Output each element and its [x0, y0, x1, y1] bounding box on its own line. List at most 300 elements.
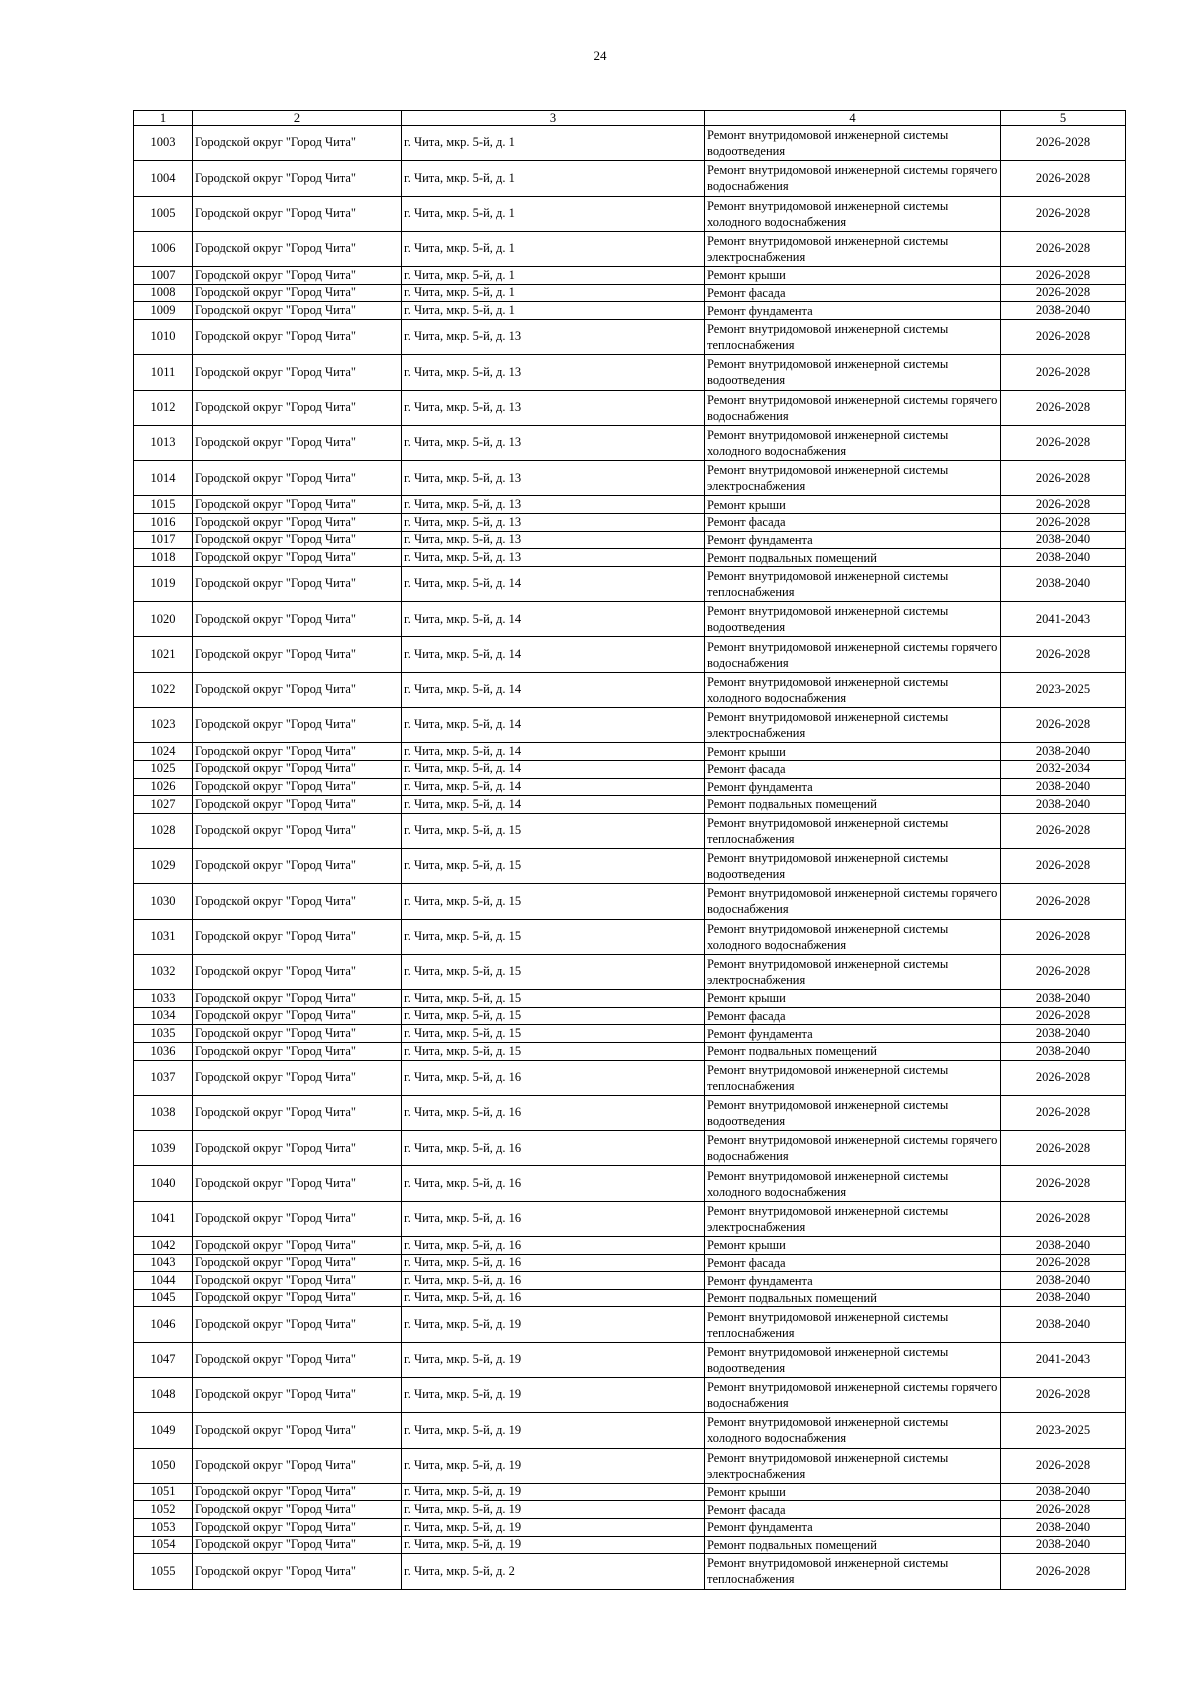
row-number: 1031 — [134, 919, 193, 954]
municipality-cell: Городской округ "Город Чита" — [193, 549, 402, 567]
work-type-cell: Ремонт внутридомовой инженерной системы теплоснабжения — [705, 1554, 1001, 1589]
table-row — [134, 425, 1126, 460]
period-cell: 2038-2040 — [1001, 1536, 1126, 1554]
table-row — [134, 461, 1126, 496]
address-cell: г. Чита, мкр. 5-й, д. 13 — [402, 549, 705, 567]
address-cell: г. Чита, мкр. 5-й, д. 15 — [402, 954, 705, 989]
address-cell: г. Чита, мкр. 5-й, д. 14 — [402, 796, 705, 814]
address-cell: г. Чита, мкр. 5-й, д. 19 — [402, 1501, 705, 1519]
address-cell: г. Чита, мкр. 5-й, д. 19 — [402, 1536, 705, 1554]
row-number: 1024 — [134, 743, 193, 761]
row-number: 1003 — [134, 126, 193, 161]
period-cell: 2026-2028 — [1001, 637, 1126, 672]
municipality-cell: Городской округ "Город Чита" — [193, 1501, 402, 1519]
work-type-cell: Ремонт крыши — [705, 1483, 1001, 1501]
municipality-cell: Городской округ "Город Чита" — [193, 1448, 402, 1483]
municipality-cell: Городской округ "Город Чита" — [193, 954, 402, 989]
municipality-cell: Городской округ "Город Чита" — [193, 1095, 402, 1130]
row-number: 1043 — [134, 1254, 193, 1272]
address-cell: г. Чита, мкр. 5-й, д. 16 — [402, 1201, 705, 1236]
address-cell: г. Чита, мкр. 5-й, д. 15 — [402, 848, 705, 883]
work-type-cell: Ремонт внутридомовой инженерной системы теплоснабжения — [705, 1307, 1001, 1342]
row-number: 1025 — [134, 760, 193, 778]
municipality-cell: Городской округ "Город Чита" — [193, 390, 402, 425]
work-type-cell: Ремонт внутридомовой инженерной системы электроснабжения — [705, 231, 1001, 266]
address-cell: г. Чита, мкр. 5-й, д. 15 — [402, 990, 705, 1008]
work-type-cell: Ремонт крыши — [705, 1237, 1001, 1255]
row-number: 1011 — [134, 355, 193, 390]
work-type-cell: Ремонт крыши — [705, 743, 1001, 761]
period-cell: 2026-2028 — [1001, 161, 1126, 196]
municipality-cell: Городской округ "Город Чита" — [193, 778, 402, 796]
period-cell: 2026-2028 — [1001, 126, 1126, 161]
work-type-cell: Ремонт внутридомовой инженерной системы горячего водоснабжения — [705, 161, 1001, 196]
period-cell: 2026-2028 — [1001, 1007, 1126, 1025]
table-row — [134, 778, 1126, 796]
address-cell: г. Чита, мкр. 5-й, д. 1 — [402, 267, 705, 285]
period-cell: 2026-2028 — [1001, 954, 1126, 989]
table-row — [134, 1413, 1126, 1448]
table-row — [134, 1536, 1126, 1554]
work-type-cell: Ремонт подвальных помещений — [705, 1289, 1001, 1307]
row-number: 1044 — [134, 1272, 193, 1290]
table-row — [134, 1448, 1126, 1483]
table-row — [134, 672, 1126, 707]
address-cell: г. Чита, мкр. 5-й, д. 14 — [402, 743, 705, 761]
municipality-cell: Городской округ "Город Чита" — [193, 1042, 402, 1060]
row-number: 1018 — [134, 549, 193, 567]
work-type-cell: Ремонт внутридомовой инженерной системы горячего водоснабжения — [705, 390, 1001, 425]
work-type-cell: Ремонт внутридомовой инженерной системы холодного водоснабжения — [705, 1413, 1001, 1448]
address-cell: г. Чита, мкр. 5-й, д. 13 — [402, 319, 705, 354]
address-cell: г. Чита, мкр. 5-й, д. 19 — [402, 1413, 705, 1448]
row-number: 1013 — [134, 425, 193, 460]
table-row — [134, 884, 1126, 919]
work-type-cell: Ремонт внутридомовой инженерной системы электроснабжения — [705, 1448, 1001, 1483]
table-row — [134, 743, 1126, 761]
municipality-cell: Городской округ "Город Чита" — [193, 319, 402, 354]
table-row — [134, 1289, 1126, 1307]
municipality-cell: Городской округ "Город Чита" — [193, 267, 402, 285]
municipality-cell: Городской округ "Город Чита" — [193, 1272, 402, 1290]
row-number: 1006 — [134, 231, 193, 266]
work-type-cell: Ремонт внутридомовой инженерной системы горячего водоснабжения — [705, 884, 1001, 919]
municipality-cell: Городской округ "Город Чита" — [193, 1237, 402, 1255]
address-cell: г. Чита, мкр. 5-й, д. 1 — [402, 231, 705, 266]
address-cell: г. Чита, мкр. 5-й, д. 19 — [402, 1519, 705, 1537]
table-row — [134, 514, 1126, 532]
address-cell: г. Чита, мкр. 5-й, д. 16 — [402, 1131, 705, 1166]
table-row — [134, 390, 1126, 425]
header-row — [134, 111, 1126, 126]
period-cell: 2026-2028 — [1001, 231, 1126, 266]
row-number: 1012 — [134, 390, 193, 425]
work-type-cell: Ремонт фасада — [705, 284, 1001, 302]
work-type-cell: Ремонт внутридомовой инженерной системы водоотведения — [705, 126, 1001, 161]
address-cell: г. Чита, мкр. 5-й, д. 13 — [402, 496, 705, 514]
table-row — [134, 1042, 1126, 1060]
row-number: 1050 — [134, 1448, 193, 1483]
period-cell: 2038-2040 — [1001, 531, 1126, 549]
work-type-cell: Ремонт внутридомовой инженерной системы водоотведения — [705, 355, 1001, 390]
period-cell: 2026-2028 — [1001, 1095, 1126, 1130]
table-row — [134, 355, 1126, 390]
period-cell: 2026-2028 — [1001, 496, 1126, 514]
period-cell: 2023-2025 — [1001, 1413, 1126, 1448]
row-number: 1023 — [134, 708, 193, 743]
work-type-cell: Ремонт внутридомовой инженерной системы холодного водоснабжения — [705, 196, 1001, 231]
address-cell: г. Чита, мкр. 5-й, д. 1 — [402, 196, 705, 231]
period-cell: 2038-2040 — [1001, 796, 1126, 814]
municipality-cell: Городской округ "Город Чита" — [193, 496, 402, 514]
period-cell: 2038-2040 — [1001, 1307, 1126, 1342]
municipality-cell: Городской округ "Город Чита" — [193, 1519, 402, 1537]
work-type-cell: Ремонт внутридомовой инженерной системы электроснабжения — [705, 1201, 1001, 1236]
period-cell: 2026-2028 — [1001, 813, 1126, 848]
row-number: 1004 — [134, 161, 193, 196]
header-col-1: 1 — [134, 111, 193, 126]
table-row — [134, 319, 1126, 354]
row-number: 1051 — [134, 1483, 193, 1501]
row-number: 1040 — [134, 1166, 193, 1201]
row-number: 1047 — [134, 1342, 193, 1377]
municipality-cell: Городской округ "Город Чита" — [193, 425, 402, 460]
work-type-cell: Ремонт внутридомовой инженерной системы теплоснабжения — [705, 1060, 1001, 1095]
table-row — [134, 848, 1126, 883]
work-type-cell: Ремонт внутридомовой инженерной системы водоотведения — [705, 602, 1001, 637]
table-row — [134, 1254, 1126, 1272]
address-cell: г. Чита, мкр. 5-й, д. 19 — [402, 1483, 705, 1501]
work-type-cell: Ремонт крыши — [705, 496, 1001, 514]
row-number: 1033 — [134, 990, 193, 1008]
address-cell: г. Чита, мкр. 5-й, д. 14 — [402, 672, 705, 707]
row-number: 1016 — [134, 514, 193, 532]
row-number: 1020 — [134, 602, 193, 637]
address-cell: г. Чита, мкр. 5-й, д. 19 — [402, 1378, 705, 1413]
table-row — [134, 161, 1126, 196]
table-row — [134, 1166, 1126, 1201]
municipality-cell: Городской округ "Город Чита" — [193, 813, 402, 848]
period-cell: 2038-2040 — [1001, 1237, 1126, 1255]
period-cell: 2026-2028 — [1001, 919, 1126, 954]
table-row — [134, 1554, 1126, 1589]
period-cell: 2026-2028 — [1001, 1166, 1126, 1201]
period-cell: 2026-2028 — [1001, 425, 1126, 460]
table-row — [134, 496, 1126, 514]
row-number: 1034 — [134, 1007, 193, 1025]
municipality-cell: Городской округ "Город Чита" — [193, 1254, 402, 1272]
period-cell: 2038-2040 — [1001, 1483, 1126, 1501]
table-row — [134, 302, 1126, 320]
address-cell: г. Чита, мкр. 5-й, д. 16 — [402, 1272, 705, 1290]
work-type-cell: Ремонт внутридомовой инженерной системы водоотведения — [705, 1095, 1001, 1130]
row-number: 1048 — [134, 1378, 193, 1413]
row-number: 1007 — [134, 267, 193, 285]
row-number: 1014 — [134, 461, 193, 496]
table-row — [134, 126, 1126, 161]
table-row — [134, 196, 1126, 231]
municipality-cell: Городской округ "Город Чита" — [193, 1060, 402, 1095]
table-row — [134, 1307, 1126, 1342]
work-type-cell: Ремонт фасада — [705, 1254, 1001, 1272]
table-header — [134, 111, 1126, 126]
period-cell: 2026-2028 — [1001, 1254, 1126, 1272]
period-cell: 2041-2043 — [1001, 1342, 1126, 1377]
table-row — [134, 1483, 1126, 1501]
row-number: 1027 — [134, 796, 193, 814]
work-type-cell: Ремонт внутридомовой инженерной системы электроснабжения — [705, 708, 1001, 743]
row-number: 1021 — [134, 637, 193, 672]
period-cell: 2038-2040 — [1001, 302, 1126, 320]
municipality-cell: Городской округ "Город Чита" — [193, 637, 402, 672]
work-type-cell: Ремонт внутридомовой инженерной системы холодного водоснабжения — [705, 919, 1001, 954]
table-row — [134, 267, 1126, 285]
period-cell: 2038-2040 — [1001, 1042, 1126, 1060]
work-type-cell: Ремонт внутридомовой инженерной системы холодного водоснабжения — [705, 672, 1001, 707]
work-type-cell: Ремонт внутридомовой инженерной системы теплоснабжения — [705, 566, 1001, 601]
table-row — [134, 1201, 1126, 1236]
row-number: 1008 — [134, 284, 193, 302]
address-cell: г. Чита, мкр. 5-й, д. 1 — [402, 126, 705, 161]
period-cell: 2026-2028 — [1001, 1378, 1126, 1413]
table-row — [134, 1378, 1126, 1413]
municipality-cell: Городской округ "Город Чита" — [193, 514, 402, 532]
work-type-cell: Ремонт фундамента — [705, 1272, 1001, 1290]
work-type-cell: Ремонт внутридомовой инженерной системы холодного водоснабжения — [705, 425, 1001, 460]
municipality-cell: Городской округ "Город Чита" — [193, 796, 402, 814]
municipality-cell: Городской округ "Город Чита" — [193, 531, 402, 549]
header-col-3: 3 — [402, 111, 705, 126]
period-cell: 2026-2028 — [1001, 514, 1126, 532]
work-type-cell: Ремонт фасада — [705, 760, 1001, 778]
address-cell: г. Чита, мкр. 5-й, д. 14 — [402, 708, 705, 743]
municipality-cell: Городской округ "Город Чита" — [193, 1378, 402, 1413]
municipality-cell: Городской округ "Город Чита" — [193, 884, 402, 919]
period-cell: 2026-2028 — [1001, 884, 1126, 919]
municipality-cell: Городской округ "Город Чита" — [193, 1007, 402, 1025]
municipality-cell: Городской округ "Город Чита" — [193, 1342, 402, 1377]
period-cell: 2038-2040 — [1001, 743, 1126, 761]
row-number: 1037 — [134, 1060, 193, 1095]
row-number: 1005 — [134, 196, 193, 231]
row-number: 1049 — [134, 1413, 193, 1448]
municipality-cell: Городской округ "Город Чита" — [193, 355, 402, 390]
row-number: 1054 — [134, 1536, 193, 1554]
work-type-cell: Ремонт внутридомовой инженерной системы электроснабжения — [705, 461, 1001, 496]
address-cell: г. Чита, мкр. 5-й, д. 14 — [402, 778, 705, 796]
period-cell: 2038-2040 — [1001, 778, 1126, 796]
municipality-cell: Городской округ "Город Чита" — [193, 743, 402, 761]
work-type-cell: Ремонт фасада — [705, 514, 1001, 532]
address-cell: г. Чита, мкр. 5-й, д. 16 — [402, 1060, 705, 1095]
address-cell: г. Чита, мкр. 5-й, д. 15 — [402, 884, 705, 919]
work-type-cell: Ремонт внутридомовой инженерной системы теплоснабжения — [705, 319, 1001, 354]
address-cell: г. Чита, мкр. 5-й, д. 15 — [402, 1042, 705, 1060]
municipality-cell: Городской округ "Город Чита" — [193, 1413, 402, 1448]
work-type-cell: Ремонт фасада — [705, 1007, 1001, 1025]
municipality-cell: Городской округ "Город Чита" — [193, 848, 402, 883]
period-cell: 2026-2028 — [1001, 708, 1126, 743]
municipality-cell: Городской округ "Город Чита" — [193, 1201, 402, 1236]
period-cell: 2038-2040 — [1001, 549, 1126, 567]
work-type-cell: Ремонт фундамента — [705, 778, 1001, 796]
municipality-cell: Городской округ "Город Чита" — [193, 919, 402, 954]
header-col-4: 4 — [705, 111, 1001, 126]
row-number: 1026 — [134, 778, 193, 796]
address-cell: г. Чита, мкр. 5-й, д. 14 — [402, 602, 705, 637]
table-row — [134, 1342, 1126, 1377]
period-cell: 2038-2040 — [1001, 1519, 1126, 1537]
address-cell: г. Чита, мкр. 5-й, д. 16 — [402, 1289, 705, 1307]
address-cell: г. Чита, мкр. 5-й, д. 14 — [402, 760, 705, 778]
period-cell: 2026-2028 — [1001, 1201, 1126, 1236]
period-cell: 2026-2028 — [1001, 1131, 1126, 1166]
row-number: 1029 — [134, 848, 193, 883]
address-cell: г. Чита, мкр. 5-й, д. 1 — [402, 284, 705, 302]
municipality-cell: Городской округ "Город Чита" — [193, 990, 402, 1008]
row-number: 1019 — [134, 566, 193, 601]
address-cell: г. Чита, мкр. 5-й, д. 13 — [402, 390, 705, 425]
address-cell: г. Чита, мкр. 5-й, д. 16 — [402, 1166, 705, 1201]
municipality-cell: Городской округ "Город Чита" — [193, 302, 402, 320]
address-cell: г. Чита, мкр. 5-й, д. 19 — [402, 1448, 705, 1483]
row-number: 1010 — [134, 319, 193, 354]
period-cell: 2026-2028 — [1001, 848, 1126, 883]
row-number: 1052 — [134, 1501, 193, 1519]
period-cell: 2038-2040 — [1001, 1272, 1126, 1290]
municipality-cell: Городской округ "Город Чита" — [193, 1289, 402, 1307]
address-cell: г. Чита, мкр. 5-й, д. 13 — [402, 514, 705, 532]
table-body — [134, 126, 1126, 1590]
row-number: 1032 — [134, 954, 193, 989]
work-type-cell: Ремонт внутридомовой инженерной системы горячего водоснабжения — [705, 637, 1001, 672]
municipality-cell: Городской округ "Город Чита" — [193, 566, 402, 601]
row-number: 1035 — [134, 1025, 193, 1043]
table-row — [134, 813, 1126, 848]
period-cell: 2026-2028 — [1001, 390, 1126, 425]
municipality-cell: Городской округ "Город Чита" — [193, 196, 402, 231]
row-number: 1039 — [134, 1131, 193, 1166]
municipality-cell: Городской округ "Город Чита" — [193, 1307, 402, 1342]
work-type-cell: Ремонт подвальных помещений — [705, 549, 1001, 567]
municipality-cell: Городской округ "Город Чита" — [193, 760, 402, 778]
table-row — [134, 531, 1126, 549]
address-cell: г. Чита, мкр. 5-й, д. 13 — [402, 531, 705, 549]
address-cell: г. Чита, мкр. 5-й, д. 14 — [402, 566, 705, 601]
work-type-cell: Ремонт внутридомовой инженерной системы горячего водоснабжения — [705, 1131, 1001, 1166]
address-cell: г. Чита, мкр. 5-й, д. 16 — [402, 1095, 705, 1130]
table-row — [134, 1060, 1126, 1095]
row-number: 1055 — [134, 1554, 193, 1589]
municipality-cell: Городской округ "Город Чита" — [193, 708, 402, 743]
table-row — [134, 549, 1126, 567]
work-type-cell: Ремонт фасада — [705, 1501, 1001, 1519]
work-type-cell: Ремонт подвальных помещений — [705, 1042, 1001, 1060]
row-number: 1017 — [134, 531, 193, 549]
address-cell: г. Чита, мкр. 5-й, д. 19 — [402, 1342, 705, 1377]
work-type-cell: Ремонт внутридомовой инженерной системы теплоснабжения — [705, 813, 1001, 848]
municipality-cell: Городской округ "Город Чита" — [193, 1483, 402, 1501]
table-row — [134, 1519, 1126, 1537]
address-cell: г. Чита, мкр. 5-й, д. 16 — [402, 1237, 705, 1255]
table-row — [134, 284, 1126, 302]
address-cell: г. Чита, мкр. 5-й, д. 13 — [402, 461, 705, 496]
table-row — [134, 919, 1126, 954]
row-number: 1015 — [134, 496, 193, 514]
period-cell: 2038-2040 — [1001, 566, 1126, 601]
work-type-cell: Ремонт крыши — [705, 990, 1001, 1008]
period-cell: 2026-2028 — [1001, 267, 1126, 285]
row-number: 1046 — [134, 1307, 193, 1342]
table-row — [134, 637, 1126, 672]
work-type-cell: Ремонт фундамента — [705, 302, 1001, 320]
period-cell: 2026-2028 — [1001, 196, 1126, 231]
table-row — [134, 1131, 1126, 1166]
municipality-cell: Городской округ "Город Чита" — [193, 602, 402, 637]
table-row — [134, 1501, 1126, 1519]
row-number: 1042 — [134, 1237, 193, 1255]
municipality-cell: Городской округ "Город Чита" — [193, 284, 402, 302]
municipality-cell: Городской округ "Город Чита" — [193, 1166, 402, 1201]
address-cell: г. Чита, мкр. 5-й, д. 2 — [402, 1554, 705, 1589]
period-cell: 2026-2028 — [1001, 319, 1126, 354]
table-row — [134, 1272, 1126, 1290]
header-col-5: 5 — [1001, 111, 1126, 126]
row-number: 1041 — [134, 1201, 193, 1236]
work-type-cell: Ремонт подвальных помещений — [705, 796, 1001, 814]
table-row — [134, 1237, 1126, 1255]
period-cell: 2026-2028 — [1001, 284, 1126, 302]
address-cell: г. Чита, мкр. 5-й, д. 15 — [402, 1025, 705, 1043]
table-row — [134, 1007, 1126, 1025]
table-row — [134, 231, 1126, 266]
row-number: 1053 — [134, 1519, 193, 1537]
municipality-cell: Городской округ "Город Чита" — [193, 161, 402, 196]
header-col-2: 2 — [193, 111, 402, 126]
municipality-cell: Городской округ "Город Чита" — [193, 126, 402, 161]
address-cell: г. Чита, мкр. 5-й, д. 15 — [402, 813, 705, 848]
period-cell: 2026-2028 — [1001, 1448, 1126, 1483]
address-cell: г. Чита, мкр. 5-й, д. 13 — [402, 355, 705, 390]
table-row — [134, 566, 1126, 601]
period-cell: 2026-2028 — [1001, 461, 1126, 496]
work-type-cell: Ремонт крыши — [705, 267, 1001, 285]
period-cell: 2026-2028 — [1001, 355, 1126, 390]
period-cell: 2038-2040 — [1001, 1025, 1126, 1043]
table-row — [134, 954, 1126, 989]
address-cell: г. Чита, мкр. 5-й, д. 13 — [402, 425, 705, 460]
table-row — [134, 796, 1126, 814]
work-type-cell: Ремонт фундамента — [705, 1519, 1001, 1537]
municipality-cell: Городской округ "Город Чита" — [193, 672, 402, 707]
works-table — [133, 110, 1126, 1590]
address-cell: г. Чита, мкр. 5-й, д. 16 — [402, 1254, 705, 1272]
period-cell: 2041-2043 — [1001, 602, 1126, 637]
period-cell: 2026-2028 — [1001, 1501, 1126, 1519]
work-type-cell: Ремонт внутридомовой инженерной системы горячего водоснабжения — [705, 1378, 1001, 1413]
work-type-cell: Ремонт внутридомовой инженерной системы холодного водоснабжения — [705, 1166, 1001, 1201]
table-row — [134, 708, 1126, 743]
work-type-cell: Ремонт внутридомовой инженерной системы водоотведения — [705, 848, 1001, 883]
period-cell: 2038-2040 — [1001, 1289, 1126, 1307]
work-type-cell: Ремонт фундамента — [705, 1025, 1001, 1043]
table-row — [134, 990, 1126, 1008]
municipality-cell: Городской округ "Город Чита" — [193, 461, 402, 496]
address-cell: г. Чита, мкр. 5-й, д. 14 — [402, 637, 705, 672]
municipality-cell: Городской округ "Город Чита" — [193, 1554, 402, 1589]
table-row — [134, 602, 1126, 637]
municipality-cell: Городской округ "Город Чита" — [193, 1536, 402, 1554]
